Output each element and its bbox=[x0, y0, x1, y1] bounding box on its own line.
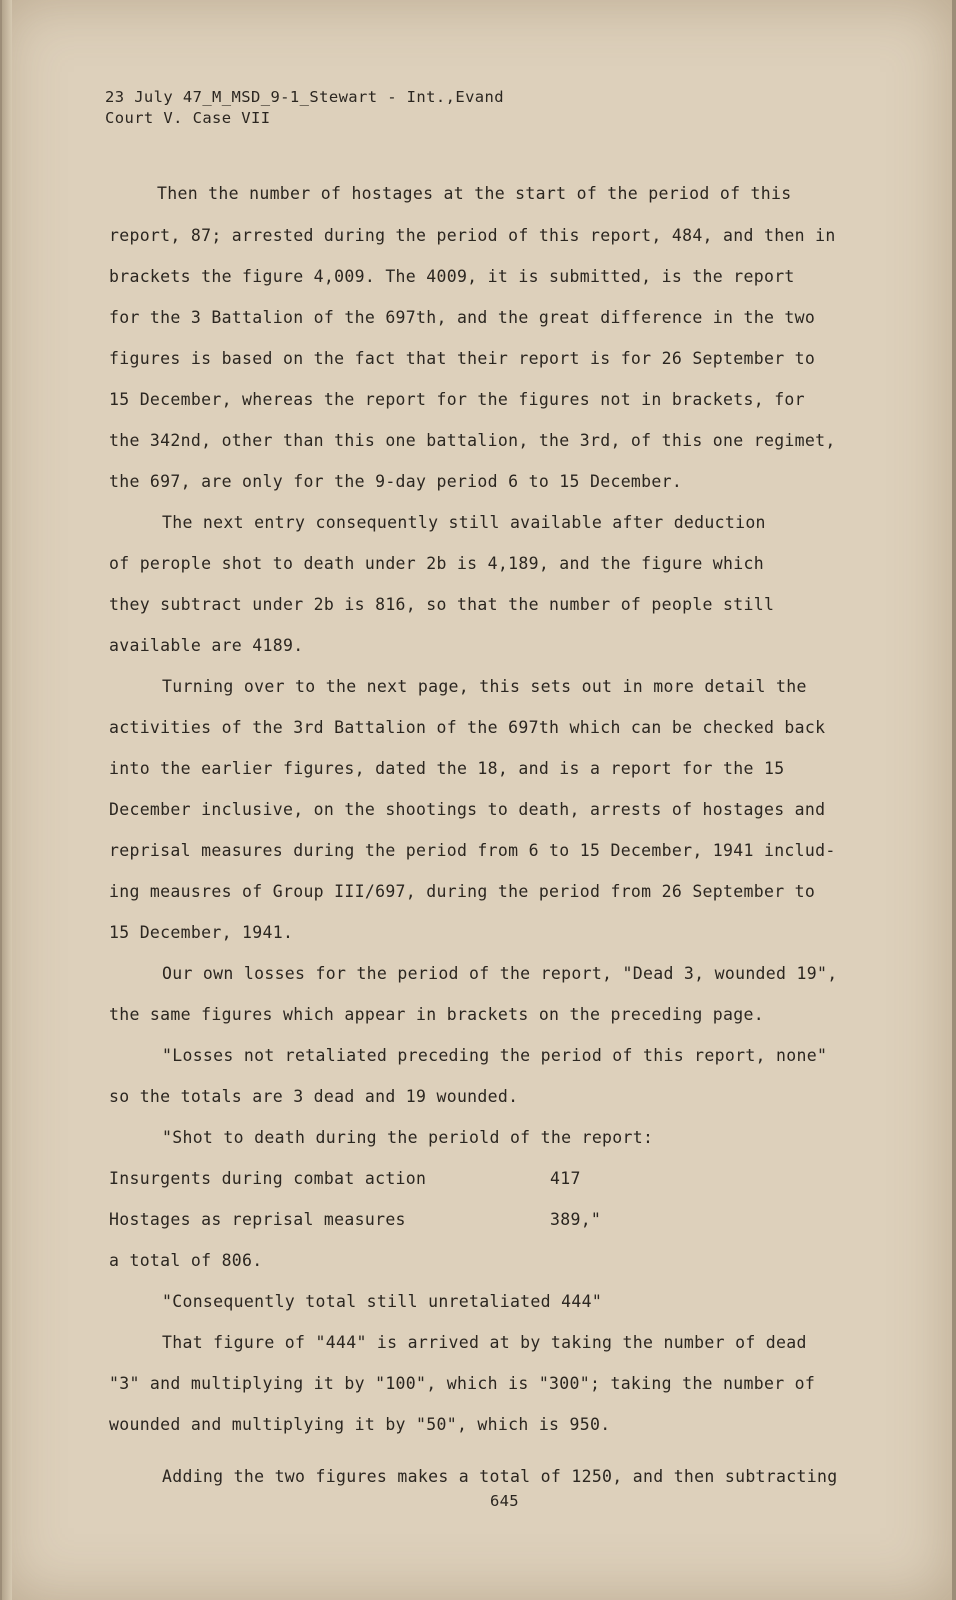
text-line: for the 3 Battalion of the 697th, and the great difference in the two bbox=[109, 308, 816, 327]
text-line: "3" and multiplying it by "100", which is "300"; taking the number of bbox=[109, 1374, 816, 1393]
table-value: 417 bbox=[550, 1169, 581, 1188]
text-line: the same figures which appear in brackets on the preceding page. bbox=[109, 1005, 764, 1024]
text-line: 15 December, whereas the report for the figures not in brackets, for bbox=[109, 390, 805, 409]
text-line: a total of 806. bbox=[109, 1251, 263, 1270]
document-header bbox=[105, 87, 504, 129]
text-line: December inclusive, on the shootings to death, arrests of hostages and bbox=[109, 800, 826, 819]
text-line: into the earlier figures, dated the 18, and is a report for the 15 bbox=[109, 759, 785, 778]
text-line: The next entry consequently still available after deduction bbox=[162, 513, 766, 532]
table-label: Insurgents during combat action bbox=[109, 1169, 427, 1188]
text-line: the 697, are only for the 9-day period 6 to 15 December. bbox=[109, 472, 683, 491]
page-number: 645 bbox=[490, 1492, 519, 1510]
text-line: "Shot to death during the periold of the report: bbox=[162, 1128, 654, 1147]
header-line-2: Court V. Case VII bbox=[105, 109, 271, 127]
text-line: ing meausres of Group III/697, during the period from 26 September to bbox=[109, 882, 816, 901]
page-edge-shadow bbox=[2, 0, 12, 1600]
text-line: available are 4189. bbox=[109, 636, 304, 655]
document-page bbox=[2, 0, 952, 1600]
table-value: 389," bbox=[550, 1210, 602, 1229]
text-line: That figure of "444" is arrived at by taking the number of dead bbox=[162, 1333, 807, 1352]
table-label: Hostages as reprisal measures bbox=[109, 1210, 406, 1229]
text-line: 15 December, 1941. bbox=[109, 923, 294, 942]
text-line: activities of the 3rd Battalion of the 697th which can be checked back bbox=[109, 718, 826, 737]
text-line: of perople shot to death under 2b is 4,189, and the figure which bbox=[109, 554, 764, 573]
text-line: so the totals are 3 dead and 19 wounded. bbox=[109, 1087, 519, 1106]
text-line: reprisal measures during the period from 6 to 15 December, 1941 includ- bbox=[109, 841, 836, 860]
text-line: they subtract under 2b is 816, so that the number of people still bbox=[109, 595, 775, 614]
text-line: Turning over to the next page, this sets out in more detail the bbox=[162, 677, 807, 696]
text-line: wounded and multiplying it by "50", which is 950. bbox=[109, 1415, 611, 1434]
text-line: "Losses not retaliated preceding the period of this report, none" bbox=[162, 1046, 828, 1065]
text-line: figures is based on the fact that their report is for 26 September to bbox=[109, 349, 816, 368]
text-line: the 342nd, other than this one battalion, the 3rd, of this one regimet, bbox=[109, 431, 836, 450]
text-line: Then the number of hostages at the start of the period of this bbox=[157, 184, 792, 203]
text-line: Adding the two figures makes a total of 1250, and then subtracting bbox=[162, 1467, 838, 1486]
text-line: report, 87; arrested during the period of this report, 484, and then in bbox=[109, 226, 836, 245]
text-line: "Consequently total still unretaliated 444" bbox=[162, 1292, 603, 1311]
header-line-1: 23 July 47_M_MSD_9-1_Stewart - Int.,Evand bbox=[105, 88, 505, 106]
text-line: brackets the figure 4,009. The 4009, it is submitted, is the report bbox=[109, 267, 795, 286]
text-line: Our own losses for the period of the report, "Dead 3, wounded 19", bbox=[162, 964, 838, 983]
